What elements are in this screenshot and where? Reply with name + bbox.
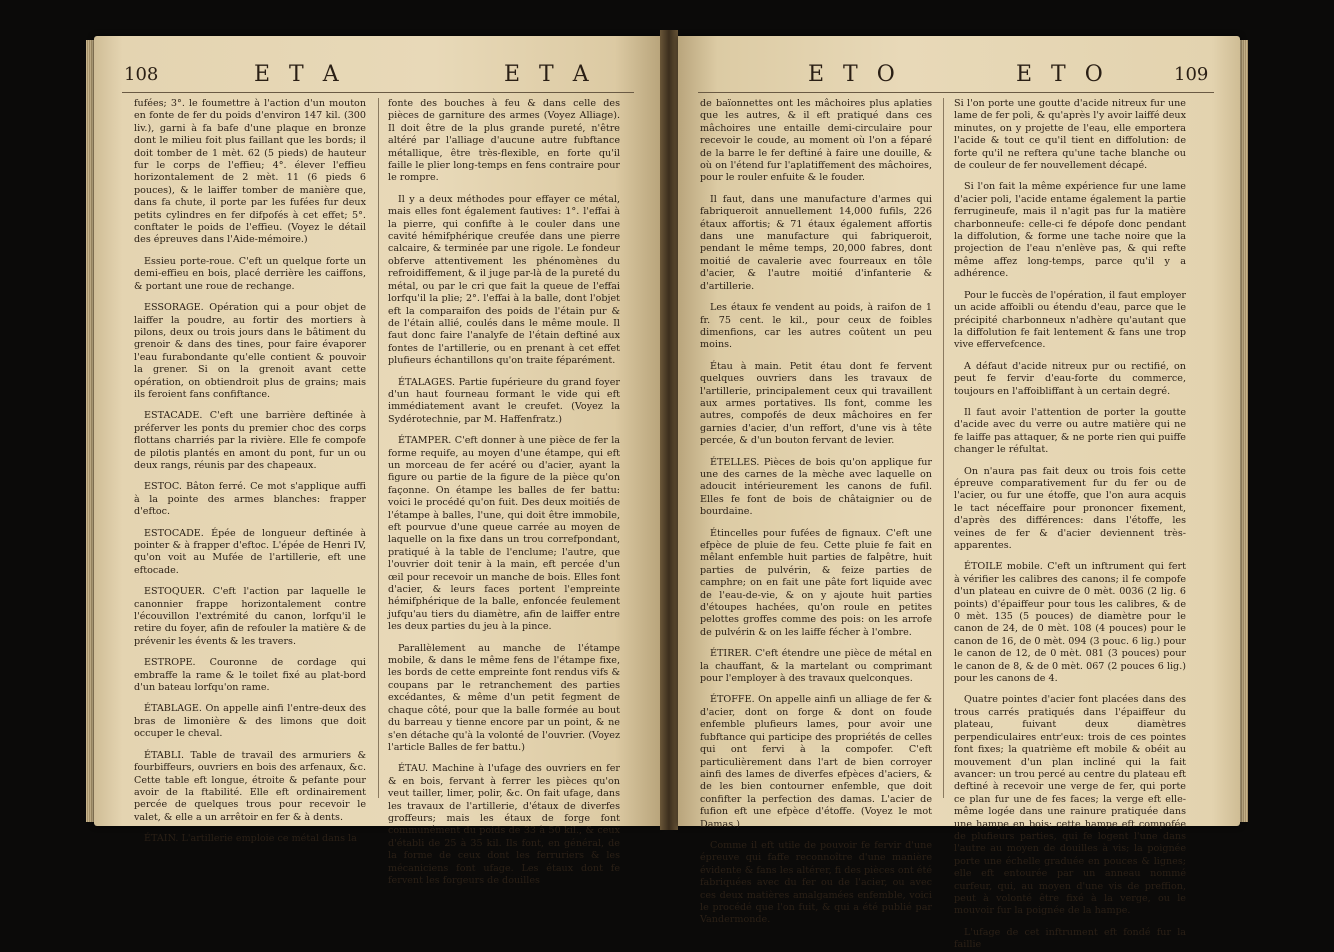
paragraph: Si l'on fait la même expérience fur une lame d'acier poli, l'acide entame également la partie ferrugineufe, mais il n'agit pas fur la matière charbonneufe: celle-ci fe dépofe donc pendant la diffolution, & forme une tache noire que la projection de l'eau n'enlève pas, & qui refte même affez long-temps, parce qu'il y a adhérence. [954, 181, 1186, 280]
page-number: 108 [124, 64, 159, 85]
paragraph: ESSORAGE. Opération qui a pour objet de laiffer la poudre, au fortir des mortiers à pilons, deux ou trois jours dans le bâtiment du grenoir & dans des tines, pour faire évaporer l'eau furabondante qu'elle contient & pouvoir la grener. Si on la grenoit avant cette opération, on obtiendroit plus de grains; mais ils feroient fans confiftance. [134, 302, 366, 400]
paragraph: ESTACADE. C'eft une barrière deftinée à préferver les ponts du premier choc des corps flottans charriés par la rivière. Elle fe compofe de pilotis plantés en amont du pont, fur un ou deux rangs, réunis par des chapeaux. [134, 410, 366, 471]
paragraph: On n'aura pas fait deux ou trois fois cette épreuve comparativement fur du fer ou de l'acier, ou fur une étoffe, que l'on aura acquis le tact néceffaire pour prononcer fixement, d'après des différences: dans l'étoffe, les veines de fer & d'acier deviennent très-apparentes. [954, 465, 1186, 551]
header-rule [122, 92, 634, 93]
paragraph: Étau à main. Petit étau dont fe fervent quelques ouvriers dans les travaux de l'artillerie, principalement ceux qui travaillent aux armes portatives. Ils font, comme les autres, compofés de deux mâchoires en fer garnies d'acier, d'un reffort, d'une vis à tête percée, & d'un bouton fervant de levier. [700, 360, 932, 447]
paragraph: ÉTABLI. Table de travail des armuriers & fourbiffeurs, ouvriers en bois des arfenaux, &c. Cette table eft longue, étroite & pefante pour avoir de la ftabilité. Elle eft ordinairement percée de quelques trous pour recevoir le valet, & elle a un arrêtoir en fer & à dents. [134, 749, 366, 823]
left-page [94, 36, 660, 886]
paragraph: Pour le fuccès de l'opération, il faut employer un acide affoibli ou étendu d'eau, parce que le précipité charbonneux n'adhère qu'autant que la diffolution fe fait lentement & fans une trop vive effervefcence. [954, 289, 1187, 351]
paragraph: ÉTALAGES. Partie fupérieure du grand foyer d'un haut fourneau formant le vide qui eft immédiatement avant le creufet. (Voyez la Sydérotechnie, par M. Haffenfratz.) [388, 376, 620, 425]
paragraph: Étincelles pour fufées de fignaux. C'eft une efpèce de pluie de feu. Cette pluie fe fait en mêlant enfemble huit parties de falpêtre, huit parties de pulvérin, & feize parties de camphre; on en fait une pâte fort liquide avec de l'eau-de-vie, & on y ajoute huit parties d'étoupes hachées, qu'on roule en petites pelottes groffes comme des pois: on les arrofe de pulvérin & on les laiffe fécher à l'ombre. [700, 527, 932, 638]
column-divider [378, 98, 379, 798]
running-head: E T O [1016, 62, 1109, 87]
right-page-edges [1240, 40, 1248, 822]
right-page-column-1 [700, 98, 932, 926]
paragraph: Parallèlement au manche de l'étampe mobile, & dans le même fens de l'étampe fixe, les bords de cette empreinte font rendus vifs & coupans par le retranchement des parties excédantes, & même d'un petit fegment de chaque côté, pour que la balle formée au bout du barreau y tienne encore par un point, & ne s'en détache qu'à la volonté de l'ouvrier. (Voyez l'article Balles de fer battu.) [388, 642, 620, 753]
paragraph: ÉTABLAGE. On appelle ainfi l'entre-deux des bras de limonière & des limons que doit occuper le cheval. [134, 703, 366, 740]
paragraph: Comme il eft utile de pouvoir fe fervir d'une épreuve qui faffe reconnoître d'une manière évidente & fans les altérer, fi des pièces ont été fabriquées avec du fer ou de l'acier, ou avec ces deux matières amalgamées enfemble, voici le procédé que l'on fuit, & qui a été publié par Vandermonde. [700, 839, 932, 926]
column-divider [943, 98, 944, 798]
paragraph: L'ufage de cet inftrument eft fondé fur la faillie [954, 926, 1186, 951]
paragraph: de baïonnettes ont les mâchoires plus aplaties que les autres, & il eft pratiqué dans ces mâchoires une entaille demi-circulaire pour recevoir le coude, au moment où l'on a féparé de la barre le fer deftiné à faire une douille, & où on l'étend fur l'aplatiffement des mâchoires, pour le rouler enfuite & le fouder. [700, 98, 932, 184]
left-page-column-2 [388, 98, 620, 886]
paragraph: ÉTOFFE. On appelle ainfi un alliage de fer & d'acier, dont on forge & dont on foude enfemble plufieurs lames, pour avoir une fubftance qui participe des propriétés de celles qui ont fervi à la compofer. C'eft particulièrement dans l'art de bien corroyer ainfi des lames de diverfes efpèces d'aciers, & de les bien contourner enfemble, que doit confifter la perfection des damas. L'acier de fufion eft une efpèce d'étoffe. (Voyez le mot Damas.) [700, 694, 932, 830]
right-page-column-2 [954, 98, 1187, 951]
left-page-column-1 [134, 98, 366, 845]
left-page-edges [86, 40, 94, 822]
running-head: E T A [254, 62, 345, 87]
page-number: 109 [1174, 64, 1209, 85]
paragraph: Il faut, dans une manufacture d'armes qui fabriqueroit annuellement 14,000 fufils, 226 étaux affortis; & 71 étaux également affortis dans une manufacture qui fabriqueroit, pendant le même temps, 20,000 fabres, dont moitié de cavalerie avec fourreaux en tôle d'acier, & l'autre moitié d'infanterie & d'artillerie. [700, 193, 932, 292]
paragraph: ESTOQUER. C'eft l'action par laquelle le canonnier frappe horizontalement contre l'écouvillon l'extrémité du canon, lorfqu'il le retire du foyer, afin de refouler la matière & de prévenir les évents & les travers. [134, 586, 366, 647]
paragraph: fonte des bouches à feu & dans celle des pièces de garniture des armes (Voyez Alliage). Il doit être de la plus grande pureté, n'être altéré par l'alliage d'aucune autre fubftance métallique, être très-flexible, en forte qu'il faille le plier long-temps en fens contraire pour le rompre. [388, 98, 620, 184]
paragraph: ÉTAU. Machine à l'ufage des ouvriers en fer & en bois, fervant à ferrer les pièces qu'on veut tailler, limer, polir, &c. On fait ufage, dans les travaux de l'artillerie, d'étaux de diverfes groffeurs; mais les étaux de forge font communément du poids de 33 à 50 kil., & ceux d'établi de 25 à 35 kil. Ils font, en général, de la forme de ceux dont les ferruriers & les mécaniciens font ufage. Les étaux dont fe fervent les forgeurs de douilles [388, 763, 620, 886]
book-gutter [660, 30, 678, 830]
right-page [678, 36, 1240, 951]
running-head: E T O [808, 62, 901, 87]
paragraph: ÉTOILE mobile. C'eft un inftrument qui fert à vérifier les calibres des canons; il fe compofe d'un plateau en cuivre de 0 mèt. 0036 (2 lig. 6 points) d'épaiffeur pour tous les calibres, & de 0 mèt. 135 (5 pouces) de diamètre pour le canon de 24, de 0 mèt. 108 (4 pouces) pour le canon de 16, de 0 mèt. 094 (3 pouc. 6 lig.) pour le canon de 12, de 0 mèt. 081 (3 pouces) pour le canon de 8, & de 0 mèt. 067 (2 pouces 6 lig.) pour les canons de 4. [954, 561, 1186, 685]
paragraph: Il y a deux méthodes pour effayer ce métal, mais elles font également fautives: 1°. l'effai à la pierre, qui confifte à le couler dans une cavité hémifphérique creufée dans une pierre calcaire, & terminée par une rigole. Le fondeur obferve attentivement les phénomènes du refroidiffement, & il juge par-là de la pureté du métal, ou par le cri que fait la queue de l'effai lorfqu'il la plie; 2°. l'effai à la balle, dont l'objet eft la comparaifon des poids de l'étain pur & de l'étain allié, coulés dans le même moule. Il faut donc faire l'analyfe de l'étain deftiné aux fontes de l'artillerie, ou en prenant à cet effet plufieurs échantillons qu'on traite féparément. [388, 193, 620, 367]
paragraph: ÉTELLES. Pièces de bois qu'on applique fur une des carnes de la mèche avec laquelle on adoucit intérieurement les canons de fufil. Elles fe font de bois de châtaignier ou de bourdaine. [700, 456, 932, 518]
right-page-header [678, 62, 1240, 90]
paragraph: A défaut d'acide nitreux pur ou rectifié, on peut fe fervir d'eau-forte du commerce, toujours en l'affoibliffant à un certain degré. [954, 360, 1186, 397]
paragraph: Les étaux fe vendent au poids, à raifon de 1 fr. 75 cent. le kil., pour ceux de foibles dimenfions, car les autres coûtent un peu moins. [700, 302, 932, 351]
paragraph: Si l'on porte une goutte d'acide nitreux fur une lame de fer poli, & qu'après l'y avoir laiffé deux minutes, on y projette de l'eau, elle emportera l'acide & tout ce qu'il tient en diffolution: de forte qu'il ne reftera qu'une tache blanche ou de couleur de fer nouvellement décapé. [954, 98, 1186, 172]
paragraph: ESTROPE. Couronne de cordage qui embraffe la rame & le toilet fixé au plat-bord d'un bateau lorfqu'on rame. [134, 657, 366, 694]
header-rule [698, 92, 1214, 93]
paragraph: ESTOCADE. Épée de longueur deftinée à pointer & à frapper d'eftoc. L'épée de Henri IV, qu'on voit au Mufée de l'artillerie, eft une eftocade. [134, 527, 366, 576]
paragraph: fufées; 3°. le foumettre à l'action d'un mouton en fonte de fer du poids d'environ 147 kil. (300 liv.), garni à fa bafe d'une plaque en bronze dont le milieu foit plus faillant que les bords; il doit tomber de 1 mèt. 62 (5 pieds) de hauteur fur le corps de l'effieu; 4°. élever l'effieu horizontalement de 2 mèt. 11 (6 pieds 6 pouces), & le laiffer tomber de manière que, dans fa chute, il porte par les fufées fur deux petits cylindres en fer difpofés à cet effet; 5°. conftater le poids de l'effieu. (Voyez le détail des épreuves dans l'Aide-mémoire.) [134, 98, 366, 246]
left-page-header [94, 62, 660, 90]
paragraph: ÉTAMPER. C'eft donner à une pièce de fer la forme requife, au moyen d'une étampe, qui eft un morceau de fer acéré ou d'acier, ayant la figure ou partie de la figure de la pièce qu'on façonne. On étampe les balles de fer battu: voici le procédé qu'on fuit. Des deux moitiés de l'étampe à balles, l'une, qui doit être immobile, eft pourvue d'une queue carrée au moyen de laquelle on la fixe dans un trou correfpondant, pratiqué à la table de l'enclume; l'autre, que l'ouvrier doit tenir à la main, eft percée d'un œil pour recevoir un manche de bois. Elles font d'acier, & leurs faces portent l'empreinte hémifphérique de la balle, enfoncée feulement jufqu'au tiers du diamètre, afin de laiffer entre les deux parties du jeu à la pince. [388, 435, 620, 633]
running-head: E T A [504, 62, 595, 87]
paragraph: Essieu porte-roue. C'eft un quelque forte un demi-effieu en bois, placé derrière les caiffons, & portant une roue de rechange. [134, 255, 366, 292]
paragraph: ESTOC. Bâton ferré. Ce mot s'applique auffi à la pointe des armes blanches: frapper d'eftoc. [134, 481, 366, 518]
paragraph: ÉTAIN. L'artillerie emploie ce métal dans la [144, 833, 357, 845]
paragraph: ÉTIRER. C'eft étendre une pièce de métal en la chauffant, & la martelant ou comprimant pour l'employer à des travaux quelconques. [700, 648, 932, 685]
paragraph: Il faut avoir l'attention de porter la goutte d'acide avec du verre ou autre matière qui ne fe laiffe pas attaquer, & ne porte rien qui puiffe changer le réfultat. [954, 406, 1186, 456]
paragraph: Quatre pointes d'acier font placées dans des trous carrés pratiqués dans l'épaiffeur du plateau, fuivant deux diamètres perpendiculaires entr'eux: trois de ces pointes font fixes; la quatrième eft mobile & obéit au mouvement d'un plan incliné qui la fait avancer: un trou percé au centre du plateau eft deftiné à recevoir une verge de fer, qui porte ce plan fur une de fes faces; la verge eft elle-même logée dans une rainure pratiquée dans une hampe en bois: cette hampe eft compofée de plufieurs parties, qui fe logent l'une dans l'autre au moyen de douilles à vis; la poignée porte une échelle graduée en pouces & lignes; elle eft entourée par un anneau nommé curfeur, qui, au moyen d'une vis de preffion, peut à volonté être fixé à la verge, ou le mouvoir fur la poignée de la hampe. [954, 694, 1186, 917]
